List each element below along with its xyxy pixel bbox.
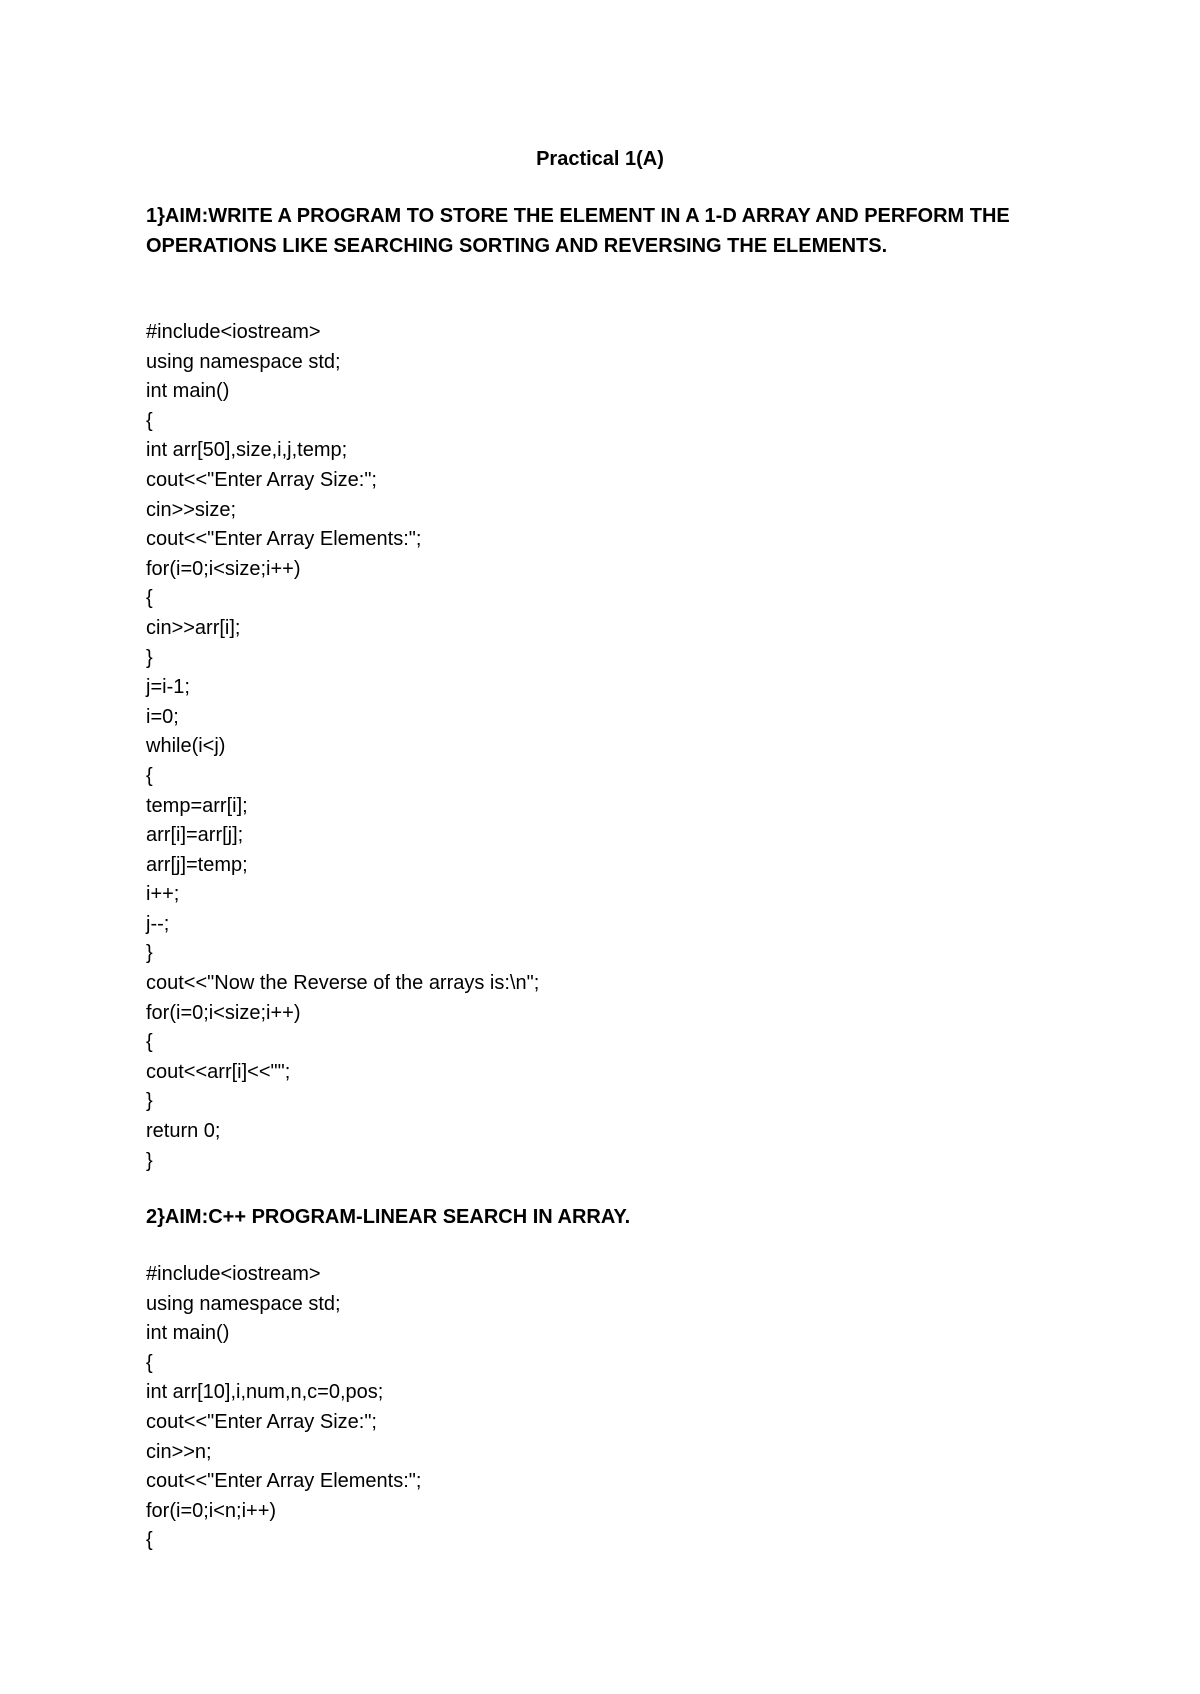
code-line: int main() bbox=[146, 380, 230, 403]
code-line: cout<<"Enter Array Size:"; bbox=[146, 468, 377, 491]
code-line: while(i<j) bbox=[146, 735, 226, 758]
aim-heading-1: 1}AIM:WRITE A PROGRAM TO STORE THE ELEMENT IN A 1-D ARRAY AND PERFORM THE OPERATIONS LIKE SEARCHING SORTING AND REVERSING THE ELEMENTS. bbox=[146, 205, 1016, 257]
code-line: #include<iostream> bbox=[146, 1263, 321, 1285]
code-line: cout<<"Enter Array Elements:"; bbox=[146, 1470, 422, 1493]
code-line: cout<<arr[i]<<""; bbox=[146, 1060, 291, 1083]
code-line: { bbox=[146, 409, 153, 432]
code-line: cout<<"Now the Reverse of the arrays is:\n"; bbox=[146, 972, 540, 995]
code-line: { bbox=[146, 1529, 153, 1552]
code-line: for(i=0;i<size;i++) bbox=[146, 1001, 301, 1024]
code-line: { bbox=[146, 587, 153, 610]
code-line: cin>>n; bbox=[146, 1440, 212, 1463]
code-line: arr[j]=temp; bbox=[146, 853, 248, 876]
code-line: { bbox=[146, 764, 153, 787]
code-line: temp=arr[i]; bbox=[146, 794, 248, 817]
code-line: using namespace std; bbox=[146, 1292, 341, 1315]
code-line: int main() bbox=[146, 1322, 230, 1345]
code-line: j--; bbox=[146, 912, 170, 935]
code-line: for(i=0;i<size;i++) bbox=[146, 557, 301, 580]
code-line: for(i=0;i<n;i++) bbox=[146, 1499, 277, 1522]
code-line: { bbox=[146, 1351, 153, 1374]
code-line: i++; bbox=[146, 883, 180, 906]
code-line: arr[i]=arr[j]; bbox=[146, 824, 244, 847]
code-line: cin>>arr[i]; bbox=[146, 616, 241, 639]
code-line: int arr[50],size,i,j,temp; bbox=[146, 439, 348, 462]
code-line: cout<<"Enter Array Size:"; bbox=[146, 1410, 377, 1433]
code-line: #include<iostream> bbox=[146, 321, 321, 343]
code-line: int arr[10],i,num,n,c=0,pos; bbox=[146, 1381, 384, 1404]
code-block-1 bbox=[146, 318, 1046, 1176]
code-line: { bbox=[146, 1031, 153, 1054]
code-line: } bbox=[146, 1149, 153, 1172]
code-line: j=i-1; bbox=[146, 676, 190, 699]
code-line: } bbox=[146, 646, 153, 669]
code-line: cout<<"Enter Array Elements:"; bbox=[146, 528, 422, 551]
aim-heading-2: 2}AIM:C++ PROGRAM-LINEAR SEARCH IN ARRAY. bbox=[146, 1206, 631, 1228]
code-line: } bbox=[146, 942, 153, 965]
code-line: using namespace std; bbox=[146, 350, 341, 373]
code-line: i=0; bbox=[146, 705, 179, 728]
code-line: } bbox=[146, 1090, 153, 1113]
code-line: cin>>size; bbox=[146, 498, 237, 521]
code-line: return 0; bbox=[146, 1120, 221, 1143]
code-block-2 bbox=[146, 1260, 1046, 1556]
page-title: Practical 1(A) bbox=[536, 148, 664, 170]
